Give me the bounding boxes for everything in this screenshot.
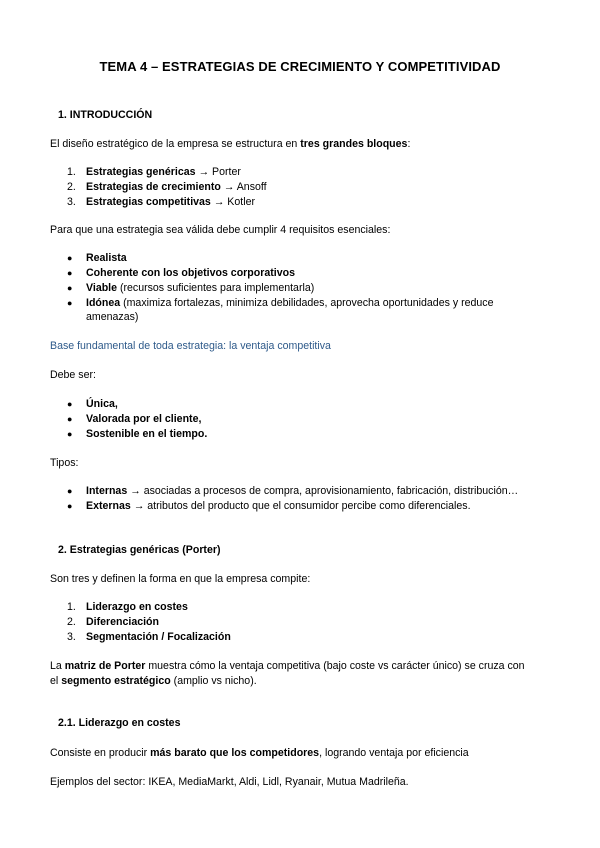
list-item-rest: (recursos suficientes para implementarla) (117, 282, 315, 294)
matriz-paragraph-line1 (50, 659, 525, 673)
list-item-bold: Idónea (86, 297, 121, 309)
bullet-icon: ● (67, 298, 73, 308)
liderazgo-paragraph (50, 746, 469, 760)
list-number: 3. (67, 196, 76, 208)
bullet-icon: ● (67, 429, 73, 439)
text-run: La (50, 660, 65, 672)
page-title: TEMA 4 – ESTRATEGIAS DE CRECIMIENTO Y COMPETITIVIDAD (99, 59, 501, 74)
list-item (67, 427, 207, 441)
list-item (67, 499, 471, 513)
list-item (67, 281, 314, 295)
matriz-paragraph-line2 (50, 674, 257, 688)
intro-paragraph (50, 137, 410, 151)
debe-ser-label: Debe ser: (50, 369, 96, 381)
tipos-label: Tipos: (50, 457, 79, 469)
list-item-bold: Coherente con los objetivos corporativos (86, 267, 295, 279)
subtitle-ventaja: Base fundamental de toda estrategia: la ventaja competitiva (50, 340, 331, 352)
list-number: 3. (67, 631, 76, 643)
section-heading-introduccion: 1. INTRODUCCIÓN (58, 109, 153, 121)
genericas-paragraph: Son tres y definen la forma en que la empresa compite: (50, 573, 311, 585)
list-number: 2. (67, 616, 76, 628)
section-heading-liderazgo: 2.1. Liderazgo en costes (58, 717, 181, 729)
list-item (67, 180, 267, 194)
list-number: 2. (67, 181, 76, 193)
text-run-bold: tres grandes bloques (300, 138, 408, 150)
text-run: (amplio vs nicho). (170, 675, 257, 687)
requisitos-paragraph: Para que una estrategia sea válida debe cumplir 4 requisitos esenciales: (50, 224, 391, 236)
list-item-rest: → Ansoff (220, 181, 267, 193)
list-item (67, 600, 188, 614)
list-number: 1. (67, 166, 76, 178)
text-run: : (407, 138, 411, 150)
text-run-bold: más barato que los competidores (150, 747, 320, 759)
list-item (67, 266, 295, 280)
list-item (67, 195, 255, 209)
text-run: el (50, 675, 62, 687)
bullet-icon: ● (67, 268, 73, 278)
list-item-bold: Sostenible en el tiempo. (86, 428, 208, 440)
list-item-bold: Diferenciación (86, 616, 160, 628)
bullet-icon: ● (67, 253, 73, 263)
list-item-bold: Estrategias genéricas (86, 166, 196, 178)
bullet-icon: ● (67, 414, 73, 424)
list-item (67, 165, 241, 179)
bullet-icon: ● (67, 399, 73, 409)
list-item-bold: Estrategias de crecimiento (86, 181, 221, 193)
list-item-bold: Única, (86, 398, 118, 410)
list-item (67, 412, 201, 426)
text-run: , logrando ventaja por eficiencia (319, 747, 469, 759)
list-item (67, 397, 118, 411)
list-item-bold: Segmentación / Focalización (86, 631, 231, 643)
list-item-bold: Liderazgo en costes (86, 601, 188, 613)
list-item-rest: → asociadas a procesos de compra, aprovisionamiento, fabricación, distribución… (127, 485, 519, 497)
list-item-rest: (maximiza fortalezas, minimiza debilidades, aprovecha oportunidades y reduce amenazas) (86, 297, 494, 323)
list-item (67, 484, 518, 498)
bullet-icon: ● (67, 501, 73, 511)
list-item-bold: Estrategias competitivas (86, 196, 211, 208)
list-item (67, 251, 127, 265)
list-item-bold: Realista (86, 252, 127, 264)
list-item (67, 615, 159, 629)
text-run: Consiste en producir (50, 747, 151, 759)
list-item-rest: → Kotler (210, 196, 255, 208)
list-item-rest: → Porter (195, 166, 241, 178)
list-item-bold: Internas (86, 485, 128, 497)
list-item (67, 630, 231, 644)
text-run-bold: matriz de Porter (64, 660, 146, 672)
ejemplos-paragraph: Ejemplos del sector: IKEA, MediaMarkt, Aldi, Lidl, Ryanair, Mutua Madrileña. (50, 776, 409, 788)
list-number: 1. (67, 601, 76, 613)
bullet-icon: ● (67, 283, 73, 293)
list-item-bold: Externas (86, 500, 131, 512)
bullet-icon: ● (67, 486, 73, 496)
list-item-bold: Viable (86, 282, 118, 294)
text-run: El diseño estratégico de la empresa se estructura en (50, 138, 301, 150)
list-item-text (86, 296, 526, 324)
list-item-rest: → atributos del producto que el consumidor percibe como diferenciales. (130, 500, 471, 512)
section-heading-genericas: 2. Estrategias genéricas (Porter) (58, 544, 221, 556)
text-run-bold: segmento estratégico (61, 675, 171, 687)
list-item-bold: Valorada por el cliente, (86, 413, 202, 425)
text-run: muestra cómo la ventaja competitiva (bajo coste vs carácter único) se cruza con (145, 660, 525, 672)
